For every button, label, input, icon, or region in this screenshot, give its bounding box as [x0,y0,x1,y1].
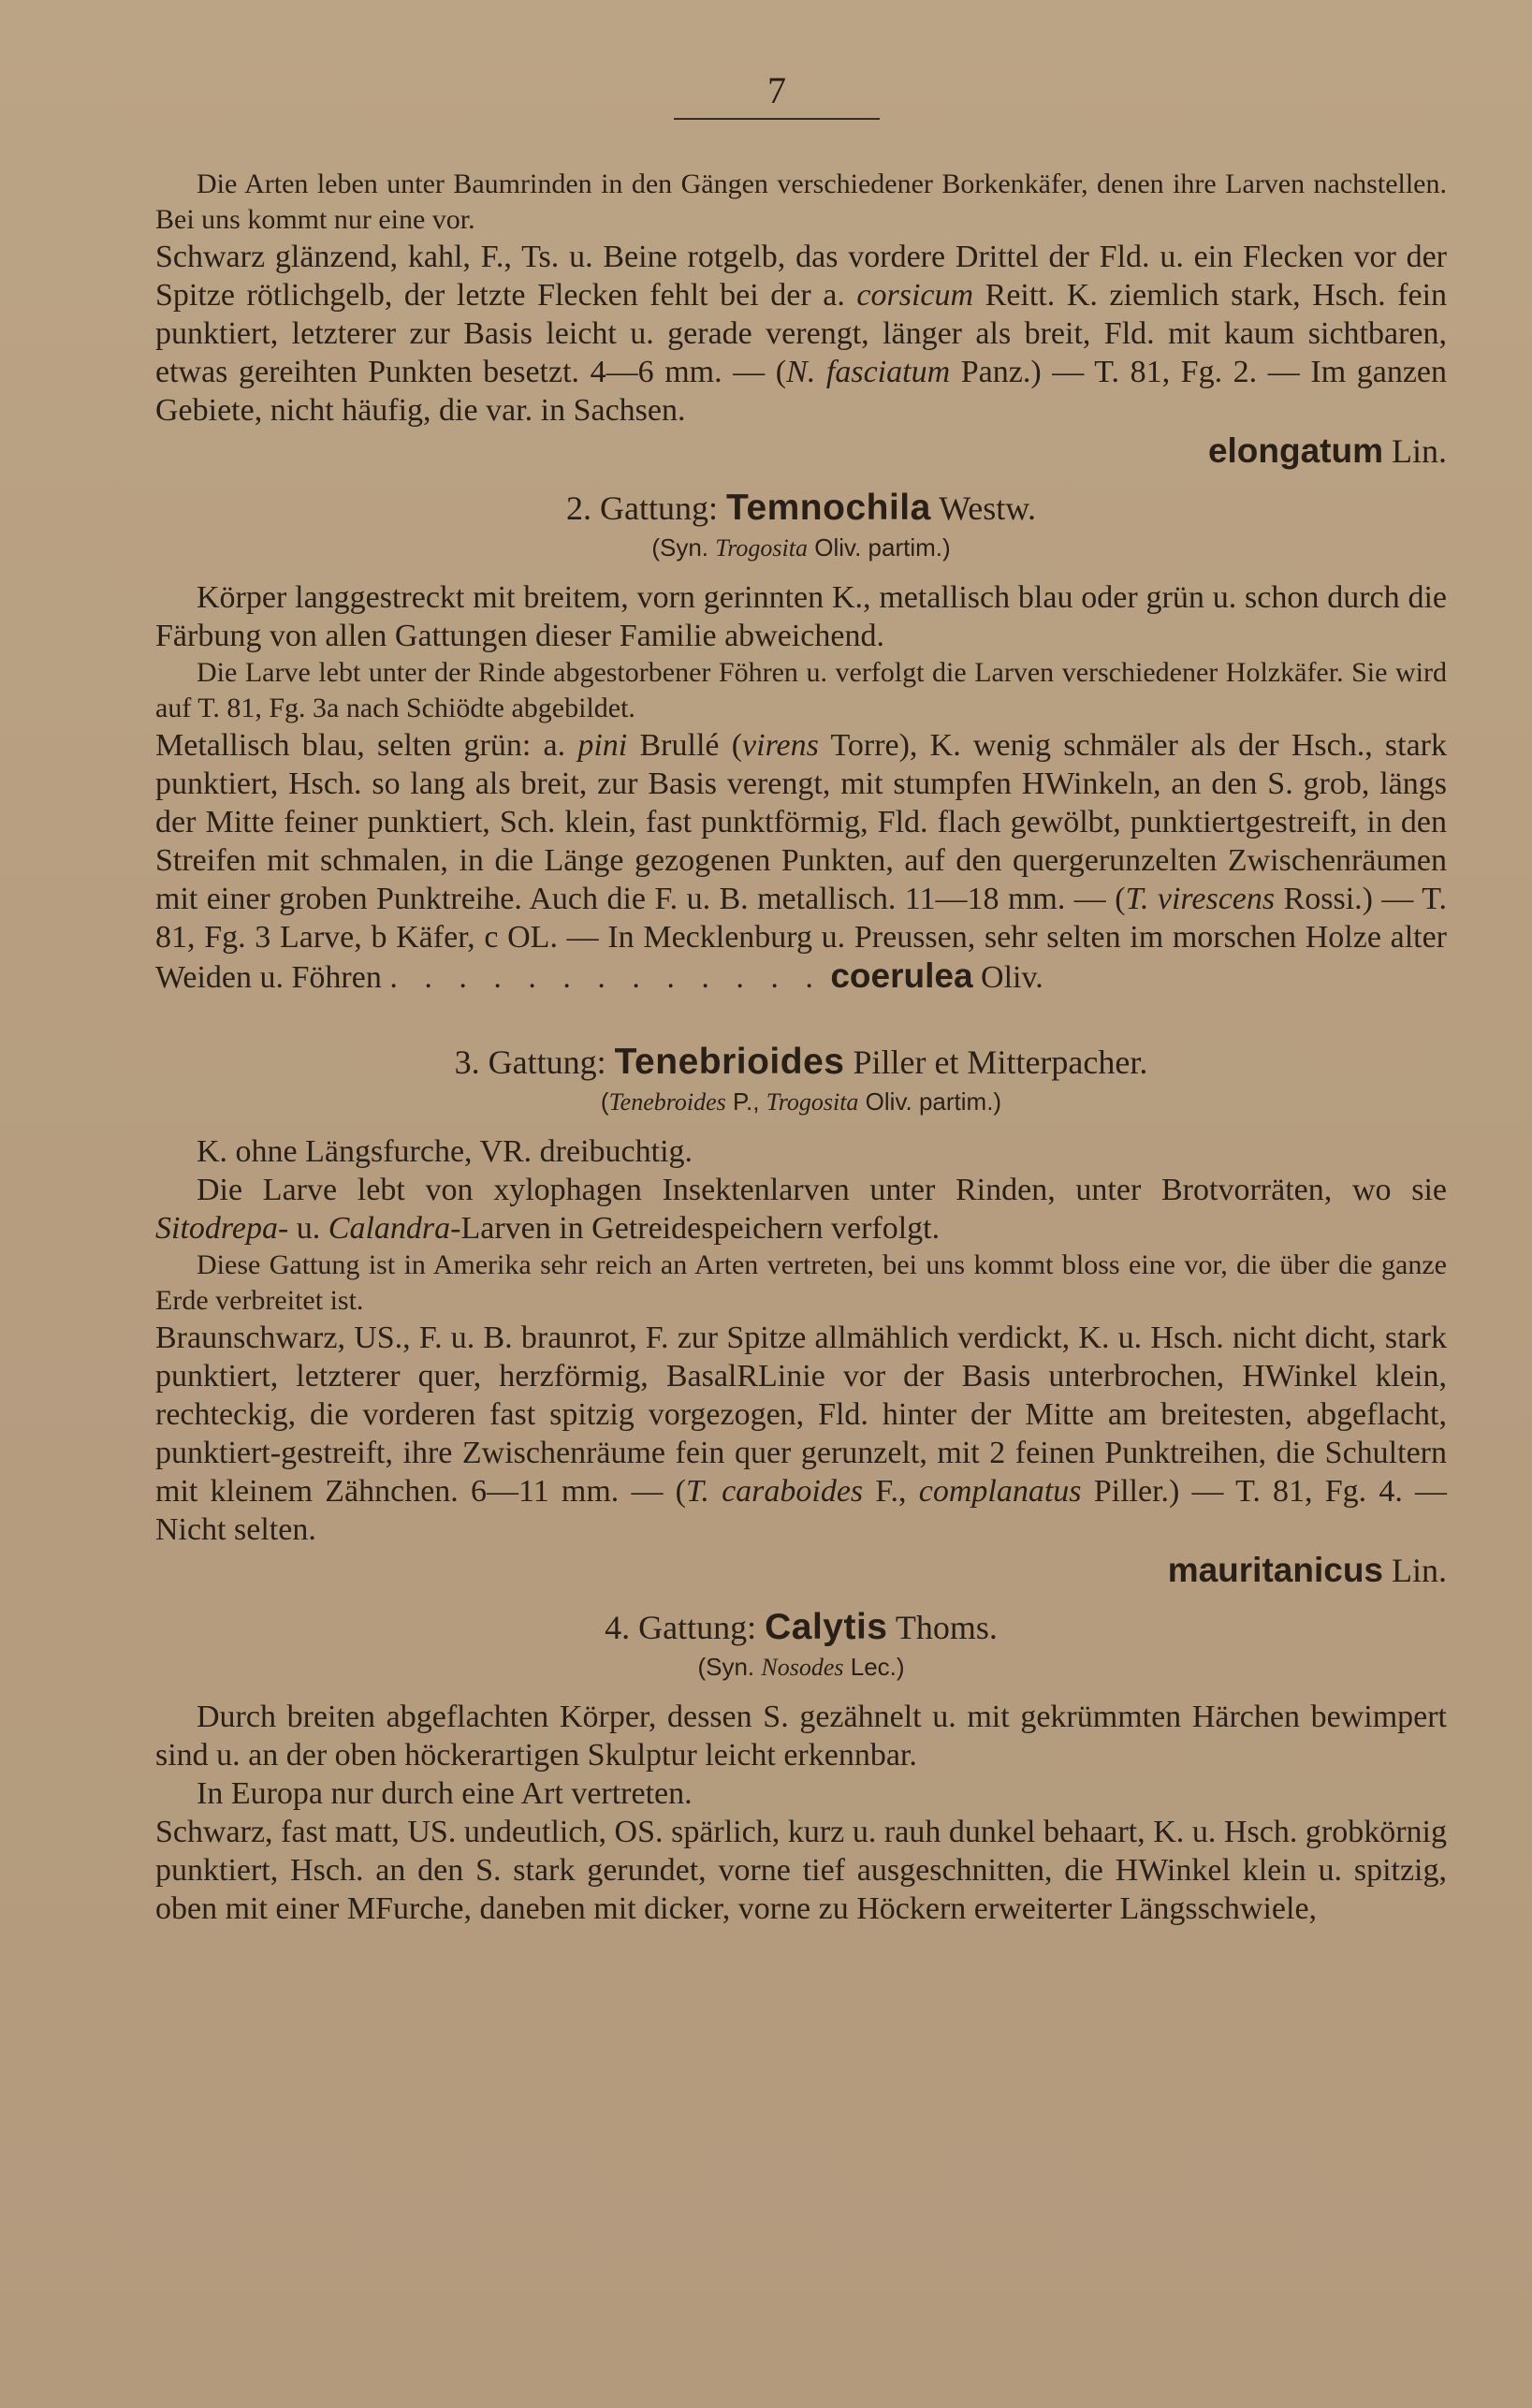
synonym-name: N. fasciatum [786,355,951,389]
syn-name: Nosodes [761,1654,844,1681]
species-author: Lin. [1392,432,1447,470]
genus-synonym [155,531,1447,565]
species-description [155,238,1447,430]
page-number-rule [674,118,880,120]
genus-heading [155,1040,1447,1085]
syn-name: Tenebroides [608,1088,726,1116]
species-heading [155,1549,1447,1592]
desc-text: Schwarz glänzend, kahl, F., Ts. u. Beine rotgelb, das vordere Drittel der Fld. u. ein Flecken vor der Spitze rötlichgelb, der letzte Flecken fehlt bei der a. [155,240,1447,313]
species-author: Oliv. [981,960,1043,995]
genus-author: Westw. [939,489,1036,527]
species-name: elongatum [1207,431,1383,470]
desc-text: Panz.) — T. 81, Fg. 2. — Im ganzen Gebiete, nicht häufig, die var. in Sachsen. [155,355,1448,428]
syn-suffix: Oliv. partim.) [814,533,951,562]
genus-author: Thoms. [895,1609,998,1646]
page-number: 7 [767,69,786,111]
desc-text: Brullé ( [639,728,743,763]
species-name: coerulea [830,956,973,995]
synonym-name: T. virescens [1125,882,1276,916]
genus-name: Temnochila [726,488,931,528]
species-name: mauritanicus [1167,1551,1383,1589]
desc-text: Piller.) — T. 81, Fg. 4. — Nicht selten. [155,1474,1448,1547]
body-text [155,167,1447,1928]
genus-prefix: 2. Gattung: [566,489,719,527]
species-description: Schwarz, fast matt, US. undeutlich, OS. spärlich, kurz u. rauh dunkel behaart, K. u. Hsch. grobkörnig punktiert, Hsch. an den S. stark gerundet, vorne tief ausgeschnitten, die HWinkel klein u. spitzig, oben mit einer MFurche, daneben mit dicker, vorne zu Höckern erweiterter Längsschwiele, [155,1815,1447,1926]
intro-paragraph: Die Arten leben unter Baumrinden in den Gängen verschiedener Borkenkäfer, denen ihre Larven nachstellen. Bei uns kommt nur eine vor. [155,168,1447,235]
desc-text: Reitt. K. ziemlich stark, Hsch. fein punktiert, letzterer zur Basis leicht u. gerade verengt, länger als breit, Fld. mit kaum sichtbaren, etwas gereihten Punkten besetzt. 4—6 mm. — ( [155,278,1448,389]
syn-suffix: Oliv. partim.) [865,1087,1002,1116]
genus-description: K. ohne Längsfurche, VR. dreibuchtig. [197,1134,693,1169]
desc-text: -Larven in Getreidespeichern verfolgt. [450,1211,941,1246]
species-author: Lin. [1392,1552,1447,1589]
syn-name: Trogosita [715,534,808,562]
leader-dots: . . . . . . . . . . . . . [389,960,823,995]
genus-heading [155,1605,1447,1650]
syn-prefix: (Syn. [651,533,709,562]
aberration-name: pini [577,728,628,763]
genus-description: Körper langgestreckt mit breitem, vorn gerinnten K., metallisch blau oder grün u. schon durch die Färbung von allen Gattungen dieser Familie abweichend. [155,580,1447,653]
syn-suffix: Lec.) [850,1653,905,1681]
synonym-name: complanatus [918,1474,1082,1509]
desc-text: Metallisch blau, selten grün: a. [155,728,566,763]
genus-name: Tenebrioides [614,1042,845,1082]
syn-author: P., [733,1087,760,1116]
desc-text: Braunschwarz, US., F. u. B. braunrot, F. zur Spitze allmählich verdickt, K. u. Hsch. nicht dicht, stark punktiert, letzterer quer, herzförmig, BasalRLinie vor der Basis unterbrochen, HWinkel klein, rechteckig, die vorderen fast spitzig vorgezogen, Fld. hinter der Mitte am breitesten, abgeflacht, punktiert-gestreift, ihre Zwischenräume fein quer gerunzelt, mit 2 feinen Punktreihen, die Schultern mit kleinem Zähnchen. 6—11 mm. — ( [155,1321,1447,1509]
desc-text: u. [296,1211,321,1246]
genus-heading [155,486,1447,531]
genus-synonym: (Tenebroides P., Trogosita Oliv. partim.) [600,1087,1002,1116]
genus-synonym [155,1650,1447,1685]
aberration-name: corsicum [856,278,974,313]
genus-prefix: 4. Gattung: [605,1609,757,1646]
syn-name: Trogosita [766,1088,859,1116]
genus-name: Calytis [765,1607,888,1647]
desc-text: Torre), K. wenig schmäler als der Hsch., stark punktiert, Hsch. so lang als breit, zur Basis verengt, mit stumpfen HWinkeln, an den S. grob, längs der Mitte feiner punktiert, Sch. klein, fast punktförmig, Fld. flach gewölbt, punktiertgestreift, in den Streifen mit schmalen, in die Länge gezogenen Punkten, auf den quergerunzelten Zwischenräumen mit einer groben Punktreihe. Auch die F. u. B. metallisch. 11—18 mm. — ( [155,728,1448,916]
desc-text: Die Larve lebt von xylophagen Insektenlarven unter Rinden, unter Brotvorräten, wo sie [197,1173,1447,1207]
species-description [155,726,1447,997]
larva-note [155,1171,1447,1248]
genus-ref: Calandra [328,1211,451,1246]
genus-author: Piller et Mitterpacher. [853,1043,1148,1081]
genus-prefix: 3. Gattung: [454,1043,606,1081]
synonym-name: T. caraboides [686,1474,864,1509]
genus-description: Durch breiten abgeflachten Körper, dessen S. gezähnelt u. mit gekrümmten Härchen bewimpert sind u. an der oben höckerartigen Skulptur leicht erkennbar. [155,1700,1447,1773]
distribution-note: Diese Gattung ist in Amerika sehr reich an Arten vertreten, bei uns kommt bloss eine vor, die über die ganze Erde verbreitet ist. [155,1249,1447,1316]
species-description [155,1319,1447,1549]
species-heading [155,430,1447,473]
desc-text: Rossi.) — T. 81, Fg. 3 Larve, b Käfer, c OL. — In Mecklenburg u. Preussen, sehr selten im morschen Holze alter Weiden u. Föhren [155,882,1447,995]
larva-note: Die Larve lebt unter der Rinde abgestorbener Föhren u. verfolgt die Larven verschiedener Holzkäfer. Sie wird auf T. 81, Fg. 3a nach Schiödte abgebildet. [155,657,1447,723]
genus-ref: Sitodrepa- [155,1211,289,1246]
desc-text: F., [875,1474,907,1509]
syn-prefix: (Syn. [697,1653,755,1681]
distribution-note: In Europa nur durch eine Art vertreten. [197,1776,693,1811]
aberration-name: virens [742,728,819,763]
